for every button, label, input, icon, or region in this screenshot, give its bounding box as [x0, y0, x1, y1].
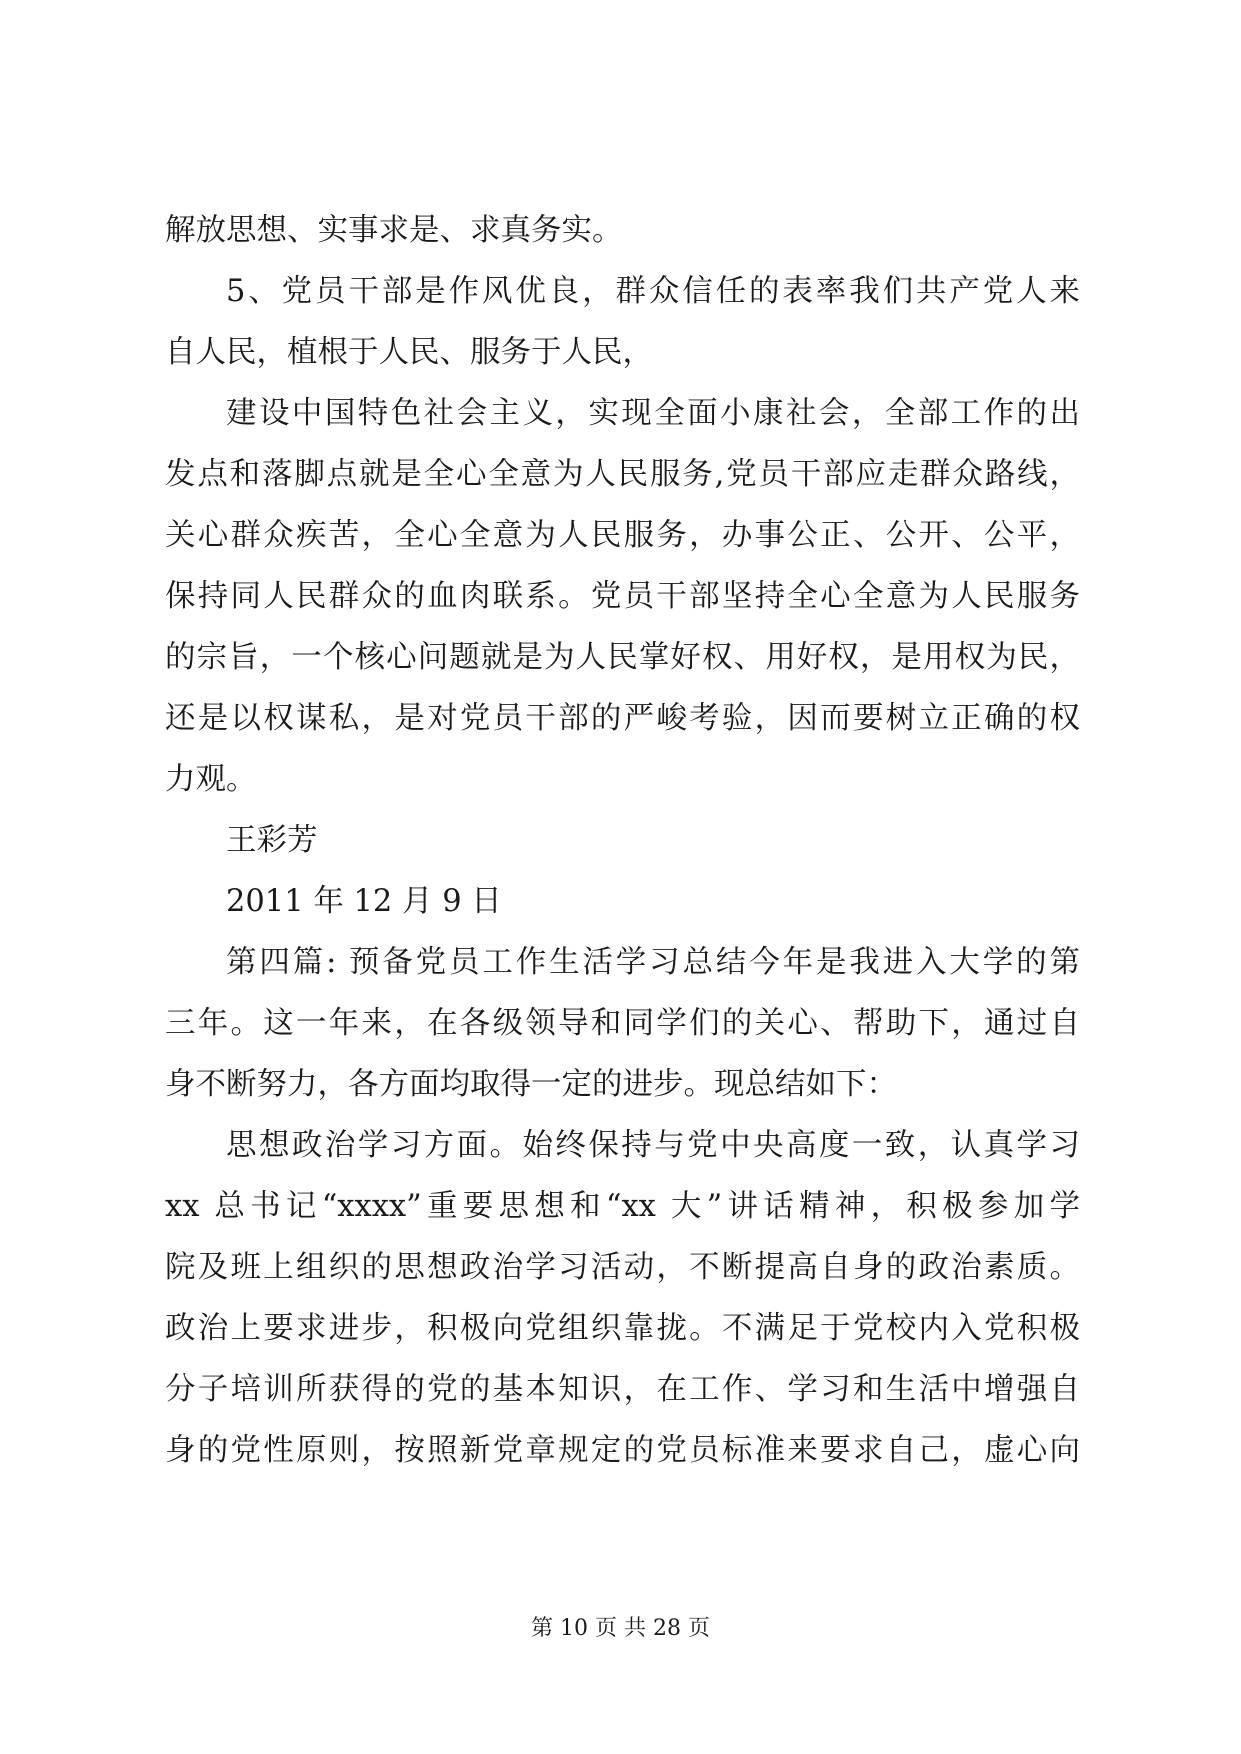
- date-line: 2011 年 12 月 9 日: [226, 884, 502, 919]
- document-body: [165, 200, 1080, 1481]
- text-line: 第四篇: 预备党员工作生活学习总结今年是我进入大学的第: [226, 945, 1080, 980]
- text-line: 发点和落脚点就是全心全意为人民服务,党员干部应走群众路线，: [165, 457, 1080, 492]
- text-line: 关心群众疾苦，全心全意为人民服务，办事公正、公开、公平，: [165, 518, 1080, 553]
- text-line: 自人民，植根于人民、服务于人民，: [165, 335, 653, 370]
- text-line: 解放思想、实事求是、求真务实。: [165, 213, 623, 248]
- text-line: xx 总书记“xxxx”重要思想和“xx 大”讲话精神，积极参加学: [165, 1189, 1080, 1224]
- text-line: 保持同人民群众的血肉联系。党员干部坚持全心全意为人民服务: [165, 579, 1080, 614]
- text-line: 还是以权谋私，是对党员干部的严峻考验，因而要树立正确的权: [165, 701, 1080, 736]
- text-line: 身不断努力，各方面均取得一定的进步。现总结如下：: [165, 1067, 897, 1102]
- text-line: 5、党员干部是作风优良，群众信任的表率我们共产党人来: [226, 274, 1080, 309]
- page-number-footer: 第 10 页 共 28 页: [531, 1616, 710, 1641]
- author-name: 王彩芳: [226, 823, 318, 858]
- text-line: 思想政治学习方面。始终保持与党中央高度一致，认真学习: [226, 1128, 1080, 1163]
- text-line: 政治上要求进步，积极向党组织靠拢。不满足于党校内入党积极: [165, 1311, 1080, 1346]
- text-line: 分子培训所获得的党的基本知识，在工作、学习和生活中增强自: [165, 1372, 1080, 1407]
- text-line: 身的党性原则，按照新党章规定的党员标准来要求自己，虚心向: [165, 1433, 1080, 1468]
- text-line: 三年。这一年来，在各级领导和同学们的关心、帮助下，通过自: [165, 1006, 1080, 1041]
- text-line: 的宗旨，一个核心问题就是为人民掌好权、用好权，是用权为民，: [165, 640, 1080, 675]
- text-line: 建设中国特色社会主义，实现全面小康社会，全部工作的出: [226, 396, 1080, 431]
- text-line: 院及班上组织的思想政治学习活动，不断提高自身的政治素质。: [165, 1250, 1080, 1285]
- text-line: 力观。: [165, 762, 257, 797]
